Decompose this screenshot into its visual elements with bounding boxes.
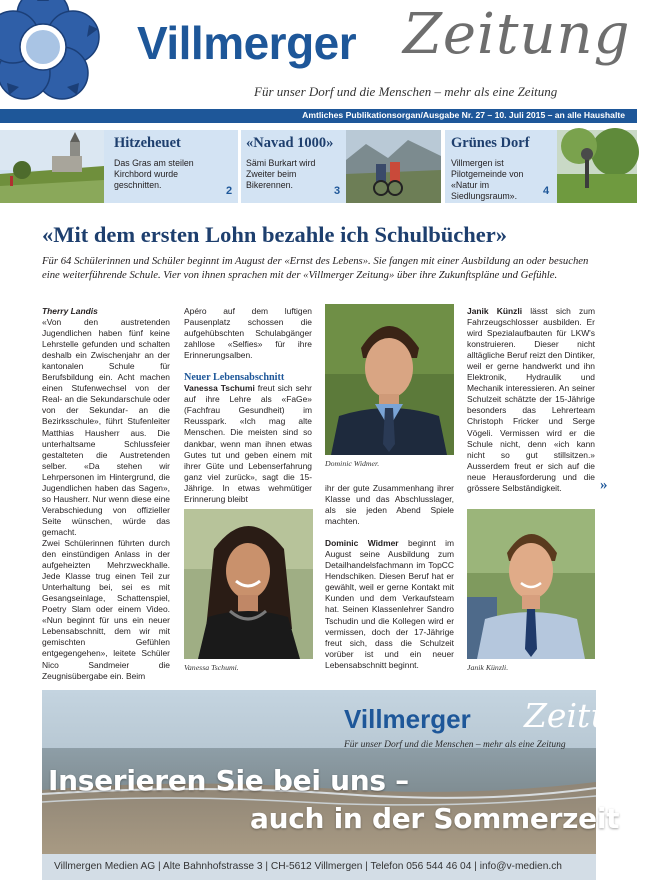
caption-janik: Janik Künzli. bbox=[467, 663, 509, 672]
teaser-title: «Navad 1000» bbox=[246, 135, 334, 151]
article-paragraph bbox=[184, 383, 312, 505]
article-author: Therry Landis bbox=[42, 306, 98, 316]
article-column-3 bbox=[325, 483, 454, 671]
article-paragraph: ihr der gute Zusammenhang ihrer Klasse und das Abschlusslager, als sie jeden Abend Spiele machten. bbox=[325, 483, 454, 527]
caption-vanessa: Vanessa Tschumi. bbox=[184, 663, 239, 672]
person-name-janik: Janik Künzli bbox=[467, 306, 523, 316]
teaser-page-number: 3 bbox=[334, 185, 341, 197]
masthead-title-villmerger: Villmerger bbox=[137, 17, 357, 69]
article-column-2 bbox=[184, 306, 312, 505]
article-subheading: Neuer Lebensabschnitt bbox=[184, 372, 285, 384]
teaser-title: Grünes Dorf bbox=[451, 135, 530, 151]
teaser-photo-church-field bbox=[0, 130, 104, 203]
teaser-text: Das Gras am steilen Kirchbord wurde geschnitten. bbox=[114, 158, 194, 190]
paragraph-text: lässt sich zum Fahrzeugschlosser ausbilden. Er wird Spezialaufbauten für LKW's konstruieren. Dieser nicht alltägliche Beruf reizt den Dintiker, weil er gerne handwerkt und ihn Elektronik, Hydraulik und Mechanik interessieren. An seiner Schulzeit schätzte der 15-Jährige besonders das Lehrerteam Christoph Fricker und Serge Vögeli. Vermissen wird er die Schule nicht, denn «ich kann nicht so gut stillsitzen.» Ausserdem freut er sich auf die neue Herausforderung und die grössere Selbständigkeit. bbox=[467, 306, 595, 493]
article-headline: «Mit dem ersten Lohn bezahle ich Schulbücher» bbox=[42, 222, 507, 247]
article-paragraph bbox=[467, 306, 595, 494]
teaser-page-number: 2 bbox=[226, 185, 233, 197]
photo-dominic-widmer bbox=[325, 304, 454, 455]
continue-marker: » bbox=[600, 477, 608, 493]
advertisement-banner[interactable] bbox=[42, 690, 654, 880]
teaser-gruenes-dorf[interactable] bbox=[445, 130, 637, 203]
article-lead: Für 64 Schülerinnen und Schüler beginnt im August der «Ernst des Lebens». Sie fangen mit einer Ausbildung an oder besuchen eine weiterführende Schule. Vier von ihnen sprachen mit der «Villmerger Zeitung» über ihre Zukunftspläne und Gefühle. bbox=[42, 255, 589, 281]
teaser-text: Villmergen ist Pilotgemeinde von «Natur im Siedlungsraum». bbox=[451, 158, 524, 201]
teaser-title: Hitzeheuet bbox=[114, 135, 181, 151]
ad-contact-footer bbox=[42, 854, 596, 880]
paragraph-text: freut sich sehr auf ihre Lehre als «FaGe» (Fachfrau Gesundheit) im Reusspark. «Ich mag alte Menschen. Die meisten sind so dankbar, wenn man ihnen etwas Gutes tut und geben einem mit ihrer Güte und Lebenserfahrung ganz viel zurück», sagt die 15-Jährige. In etwas wehmütiger Erinnerung bleibt bbox=[184, 383, 312, 504]
ad-title-zeitung: Zeitung bbox=[524, 696, 654, 735]
ad-tagline: Für unser Dorf und die Menschen – mehr als eine Zeitung bbox=[344, 740, 566, 750]
ad-headline-line-1: Inserieren Sie bei uns – bbox=[48, 764, 409, 797]
paragraph-text: beginnt im August seine Ausbildung zum Detailhandelsfachmann im TopCC Hendschiken. Diesen Beruf hat er gewählt, weil er gerne Kontakt mit Kunden und dem Verkaufsteam hat. Seinen Klassenlehrer Sandro Tschudin und die Kollegen wird er vermissen, doch der 17-Jährige freut sich, dass die Schulzeit vorüber ist und ein neuer Lebensabschnitt beginnt. bbox=[325, 538, 454, 670]
article-paragraph: «Von den austretenden Jugendlichen haben fünf keine Lehrstelle gefunden und schalten deshalb ein Zwischenjahr an der kantonalen Schule für Berufsbildung ein. Acht machen einen Stufenwechsel von der Real- an die Sekundarschule oder von der Sekundar- an die Bezirksschule», führt Stufenleiter Matthias Hausherr aus. Die unterhaltsame Schlussfeier gestalteten die Austretenden selber. «Da stehen wir Lehrpersonen im Hintergrund, die Jugendlichen haben das Sagen», so Hausherr. Nur wenn diese eine Verabschiedung von offizieller Seite wünschen, würde das gemacht. bbox=[42, 317, 170, 537]
article-paragraph: Zwei Schülerinnen führten durch den einstündigen Anlass in der aufgeheizten Mehrzweckhalle. Jede Klasse trug einen Teil zur Unterhaltung bei, sei es mit Gesangseinlage, Schattenspiel, Poetry Slam oder einem Video. «Nun beginnt für uns ein neuer Lebensabschnitt, dem wir mit gemischten Gefühlen entgegengehen», leitete Schüler Nico Sandmeier die Zeugnisübergabe ein. Beim bbox=[42, 537, 170, 681]
ad-title-villmerger: Villmerger bbox=[344, 704, 471, 734]
teaser-text: Sämi Burkart wird Zweiter beim Bikerennen. bbox=[246, 158, 316, 190]
masthead-tagline: Für unser Dorf und die Menschen – mehr als eine Zeitung bbox=[254, 84, 558, 99]
ad-headline-line-2: auch in der Sommerzeit bbox=[250, 802, 620, 835]
caption-dominic: Dominic Widmer. bbox=[325, 459, 380, 468]
article-paragraph bbox=[325, 538, 454, 671]
teaser-photo-bike-race bbox=[346, 130, 441, 203]
teaser-page-number: 4 bbox=[543, 185, 550, 197]
article-paragraph: Apéro auf dem luftigen Pausenplatz schossen die aufgehübschten Schulabgänger zahllose «Selfies» für ihre Erinnerungsalben. bbox=[184, 306, 312, 361]
publication-info-text: Amtliches Publikationsorgan/Ausgabe Nr. 27 – 10. Juli 2015 – an alle Haushalte bbox=[302, 110, 625, 120]
article-column-4 bbox=[467, 306, 595, 494]
teaser-navad-1000[interactable] bbox=[241, 130, 441, 203]
person-name-dominic: Dominic Widmer bbox=[325, 538, 399, 549]
teaser-hitzeheuet[interactable] bbox=[0, 130, 238, 203]
teaser-photo-green-village bbox=[557, 130, 637, 203]
photo-vanessa-tschumi bbox=[184, 509, 313, 659]
ad-contact-text[interactable]: Villmergen Medien AG | Alte Bahnhofstrasse 3 | CH-5612 Villmergen | Telefon 056 544 46 04 | info@v-medien.ch bbox=[54, 861, 562, 872]
masthead-title-zeitung: Zeitung bbox=[403, 2, 631, 67]
article-column-1 bbox=[42, 306, 170, 682]
person-name-vanessa: Vanessa Tschumi bbox=[184, 383, 255, 394]
photo-janik-kuenzli bbox=[467, 509, 595, 659]
publication-info-bar bbox=[0, 109, 637, 123]
rose-crest-logo bbox=[0, 0, 104, 108]
